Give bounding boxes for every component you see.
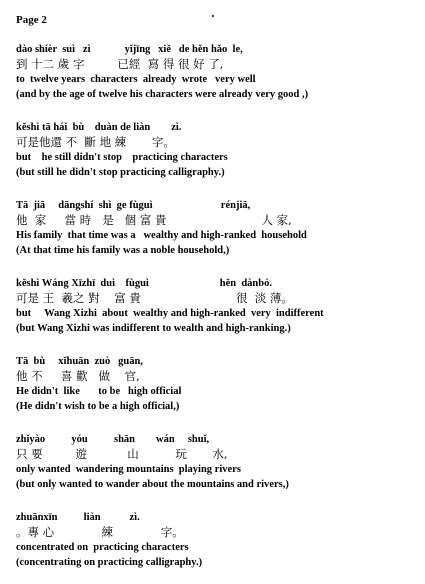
pinyin-line: kěshì Wáng Xīzhī duì fùguì hěn dànbó. bbox=[16, 278, 272, 289]
gloss-line: to twelve years characters already wrote very well bbox=[16, 74, 256, 85]
stanza-6 bbox=[16, 432, 416, 492]
stanza-7 bbox=[16, 510, 416, 570]
translation-line: (and by the age of twelve his characters were already very good ,) bbox=[16, 89, 309, 100]
stanza-4 bbox=[16, 276, 416, 336]
chinese-line: 可是 王 羲之 對 富 貴 很 淡 薄。 bbox=[16, 291, 293, 305]
pinyin-line: Tā bù xǐhuān zuò guān, bbox=[16, 356, 143, 367]
chinese-line: 可是他還 不 斷 地 練 字。 bbox=[16, 135, 175, 149]
pinyin-line: zhuānxīn liàn zì. bbox=[16, 512, 140, 523]
gloss-line: He didn't like to be high official bbox=[16, 386, 182, 397]
stanza-2 bbox=[16, 120, 416, 180]
chinese-line: 他 不 喜 歡 做 官, bbox=[16, 369, 140, 383]
translation-line: (but only wanted to wander about the mountains and rivers,) bbox=[16, 479, 289, 490]
chinese-line: 只 要 遊 山 玩 水, bbox=[16, 447, 228, 461]
translation-line: (but still he didn't stop practicing calligraphy.) bbox=[16, 167, 225, 178]
translation-line: (but Wang Xizhi was indifferent to wealth and high-ranking.) bbox=[16, 323, 291, 334]
translation-line: (He didn't wish to be a high official,) bbox=[16, 401, 180, 412]
stanza-5 bbox=[16, 354, 416, 414]
stanza-1 bbox=[16, 42, 416, 102]
translation-line: (concentrating on practicing calligraphy.) bbox=[16, 557, 203, 568]
chinese-line: 他 家 當 時 是 個 富 貴 人 家, bbox=[16, 213, 292, 227]
chinese-line: 。專 心 練 字。 bbox=[16, 525, 184, 539]
pinyin-line: Tā jiā dāngshí shì ge fùguì rénjiā, bbox=[16, 200, 251, 211]
gloss-line: but Wang Xizhi about wealthy and high-ranked very indifferent bbox=[16, 308, 324, 319]
page-label: Page 2 bbox=[16, 14, 47, 26]
pinyin-line: zhǐyào yóu shān wán shuǐ, bbox=[16, 434, 210, 445]
gloss-line: His family that time was a wealthy and high-ranked household bbox=[16, 230, 307, 241]
pinyin-line: dào shíèr suì zì yǐjīng xiě de hěn hǎo le, bbox=[16, 44, 243, 55]
chinese-line: 到 十二 歲 字 已經 寫 得 很 好 了, bbox=[16, 57, 224, 71]
speck-mark bbox=[212, 15, 214, 17]
gloss-line: only wanted wandering mountains playing rivers bbox=[16, 464, 241, 475]
stanza-3 bbox=[16, 198, 416, 258]
gloss-line: concentrated on practicing characters bbox=[16, 542, 189, 553]
translation-line: (At that time his family was a noble household,) bbox=[16, 245, 230, 256]
gloss-line: but he still didn't stop practicing characters bbox=[16, 152, 228, 163]
pinyin-line: kěshì tā hái bù duàn de liàn zì. bbox=[16, 122, 182, 133]
